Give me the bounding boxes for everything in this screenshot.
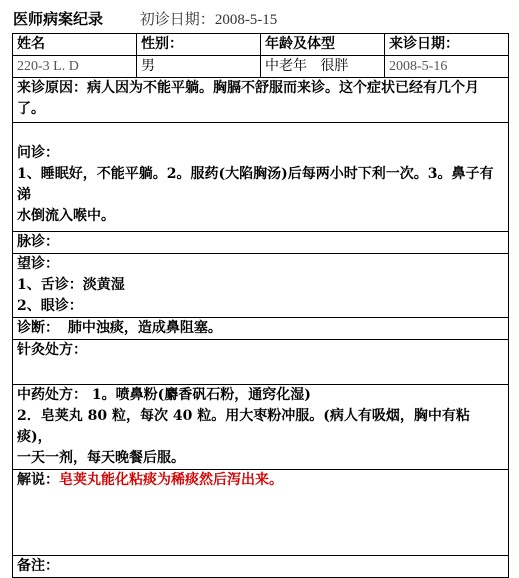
sex-header: 性别： — [137, 34, 261, 56]
visit-date-header: 来诊日期： — [385, 34, 509, 56]
acupuncture-label: 针灸处方： — [13, 340, 509, 385]
first-visit-label: 初诊日期： — [139, 10, 215, 28]
record-title: 医师病案纪录 — [13, 10, 104, 28]
inquiry-label: 问诊： — [17, 145, 59, 161]
eye-diagnosis: 2、眼诊： — [17, 298, 83, 314]
herbal-line-3: 一天一剂，每天晚餐后服。 — [17, 450, 185, 466]
acupuncture-row — [13, 340, 509, 385]
herbal-label: 中药处方： — [17, 387, 87, 403]
record-header — [13, 8, 508, 30]
reason-text: 病人因为不能平躺。胸膈不舒服而来诊。这个症状已经有几个月了。 — [17, 80, 479, 117]
patient-sex: 男 — [137, 56, 261, 78]
pulse-row — [13, 232, 509, 254]
diagnosis-cell — [13, 318, 509, 340]
diagnosis-text: 肺中浊痰，造成鼻阻塞。 — [67, 320, 222, 336]
column-header-row — [13, 34, 509, 56]
inquiry-row — [13, 123, 509, 232]
reason-row — [13, 78, 509, 123]
tongue-diagnosis: 1、舌诊：淡黄湿 — [17, 277, 125, 293]
diagnosis-label: 诊断： — [17, 320, 59, 336]
look-cell — [13, 254, 509, 318]
herbal-item-1: 1。喷鼻粉(麝香矾石粉，通窍化湿) — [91, 387, 311, 403]
notes-row — [13, 556, 509, 578]
explanation-text: 皂荚丸能化粘痰为稀痰然后泻出来。 — [59, 472, 283, 488]
notes-label: 备注： — [13, 556, 509, 578]
case-record-table — [12, 33, 509, 578]
herbal-line-1 — [17, 385, 504, 406]
look-row — [13, 254, 509, 318]
diagnosis-row — [13, 318, 509, 340]
herbal-line-2: 2．皂荚丸 80 粒，每次 40 粒。用大枣粉冲服。(病人有吸烟，胸中有粘痰)， — [17, 408, 470, 445]
patient-visit-date: 2008-5-16 — [385, 56, 509, 78]
age-body-header: 年龄及体型 — [261, 34, 385, 56]
patient-name: 220-3 L. D — [13, 56, 137, 78]
herbal-row — [13, 385, 509, 470]
patient-body: 很胖 — [320, 58, 349, 74]
reason-cell — [13, 78, 509, 123]
explanation-label: 解说： — [17, 472, 59, 488]
inquiry-line-1: 1、睡眠好，不能平躺。2。服药(大陷胸汤)后每两小时下利一次。3。鼻子有涕 — [17, 166, 494, 203]
patient-age: 中老年 — [265, 58, 307, 74]
first-visit-date: 2008-5-15 — [214, 12, 278, 28]
herbal-cell — [13, 385, 509, 470]
inquiry-line-2: 水倒流入喉中。 — [17, 208, 115, 224]
reason-label: 来诊原因： — [17, 80, 87, 96]
patient-row — [13, 56, 509, 78]
patient-age-body — [261, 56, 385, 78]
look-label: 望诊： — [17, 256, 59, 272]
explanation-row — [13, 470, 509, 556]
explanation-cell — [13, 470, 509, 556]
inquiry-cell — [13, 123, 509, 232]
name-header: 姓名 — [13, 34, 137, 56]
pulse-label: 脉诊： — [13, 232, 509, 254]
